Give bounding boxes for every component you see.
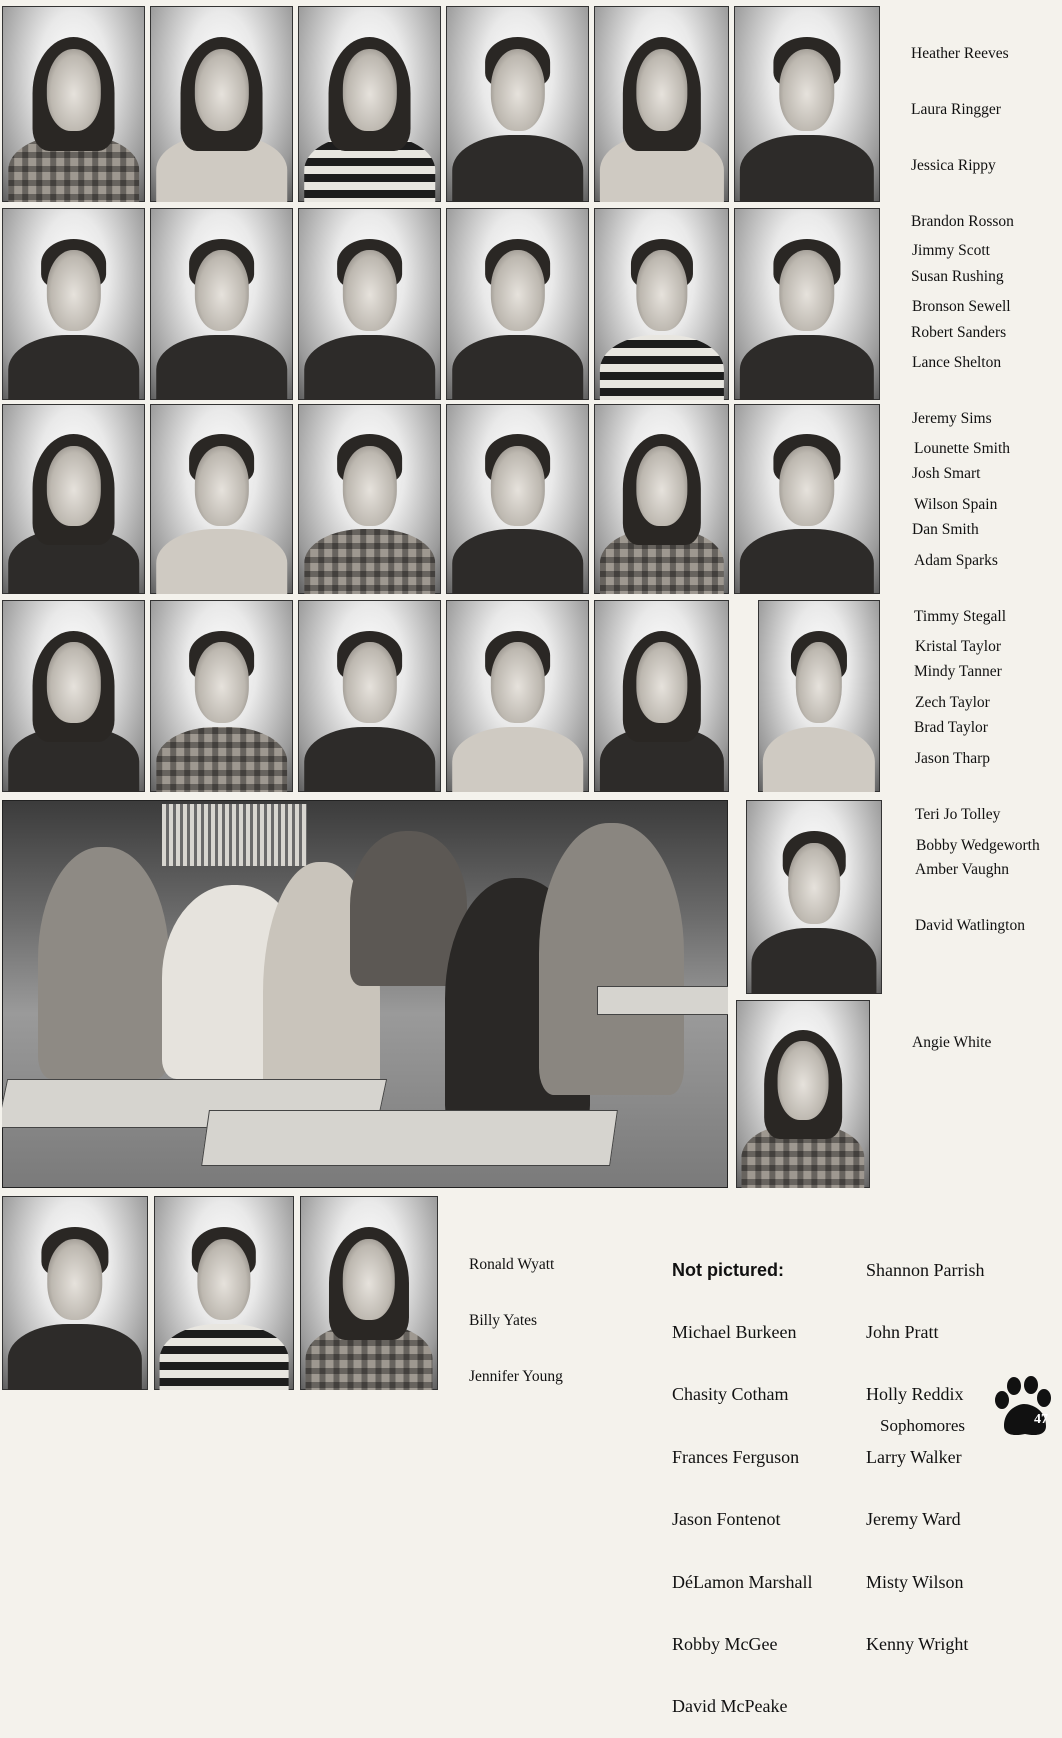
portrait-photo [2, 1196, 148, 1390]
bobby-name [916, 800, 1040, 874]
student-name: Jessica Rippy [911, 156, 996, 174]
row-4-names [915, 601, 1025, 954]
student-name: Jennifer Young [469, 1367, 563, 1385]
student-name: Kenny Wright [866, 1633, 969, 1654]
page-number: 47 [1034, 1412, 1048, 1427]
student-name: Shannon Parrish [866, 1259, 985, 1280]
portrait-photo [594, 208, 729, 400]
portrait-photo [2, 600, 145, 792]
student-name: Jason Tharp [915, 749, 991, 767]
student-name: Dan Smith [912, 521, 979, 539]
portrait-photo [746, 800, 882, 994]
student-name: Robert Sanders [911, 324, 1007, 342]
student-name: Teri Jo Tolley [915, 805, 1001, 823]
student-name: John Pratt [866, 1321, 939, 1342]
student-name: Kristal Taylor [915, 638, 1002, 656]
portrait-photo [734, 208, 880, 400]
student-name: Frances Ferguson [672, 1446, 800, 1467]
portrait-photo [154, 1196, 294, 1390]
student-name: Laura Ringger [911, 100, 1001, 118]
portrait-photo [446, 6, 589, 202]
portrait-photo [446, 600, 589, 792]
portrait-photo [150, 208, 293, 400]
portrait-photo [298, 600, 441, 792]
portrait-photo [734, 6, 880, 202]
portrait-photo [298, 6, 441, 202]
portrait-photo [300, 1196, 438, 1390]
student-name: Brad Taylor [914, 719, 988, 737]
portrait-photo [446, 404, 589, 594]
student-name: DéLamon Marshall [672, 1571, 813, 1592]
student-name: Misty Wilson [866, 1571, 964, 1592]
student-name: Larry Walker [866, 1446, 962, 1467]
student-name: Bronson Sewell [912, 297, 1011, 315]
portrait-photo [2, 208, 145, 400]
section-label: Sophomores [880, 1416, 965, 1435]
student-name: David McPeake [672, 1696, 788, 1717]
portrait-photo [734, 404, 880, 594]
portrait-photo [446, 208, 589, 400]
student-name: Jeremy Sims [912, 409, 992, 427]
student-name: Jimmy Scott [912, 242, 990, 260]
student-name: David Watlington [915, 917, 1025, 935]
student-name: Robby McGee [672, 1633, 778, 1654]
student-name: Wilson Spain [914, 495, 998, 513]
portrait-photo [150, 6, 293, 202]
student-name: Susan Rushing [911, 268, 1004, 286]
student-name: Chasity Cotham [672, 1384, 789, 1405]
student-name: Josh Smart [912, 465, 981, 483]
student-name: Bobby Wedgeworth [916, 837, 1040, 855]
student-name: Billy Yates [469, 1311, 538, 1329]
not-pictured-title: Not pictured: [672, 1259, 784, 1280]
portrait-photo [594, 600, 729, 792]
portrait-photo [2, 6, 145, 202]
student-name: Lounette Smith [914, 440, 1011, 458]
portrait-photo [150, 404, 293, 594]
not-pictured-col-1 [672, 1218, 812, 1738]
student-name: Jason Fontenot [672, 1509, 781, 1530]
paw-print-icon [990, 1376, 1056, 1438]
student-name: Holly Reddix [866, 1384, 964, 1405]
portrait-photo [2, 404, 145, 594]
portrait-photo [298, 208, 441, 400]
portrait-photo [298, 404, 441, 594]
student-name: Heather Reeves [911, 45, 1009, 63]
student-name: Zech Taylor [915, 693, 990, 711]
student-name: Amber Vaughn [915, 861, 1009, 879]
portrait-photo [594, 6, 729, 202]
student-name: Lance Shelton [912, 353, 1002, 371]
student-name: Adam Sparks [914, 551, 998, 569]
portrait-photo [736, 1000, 870, 1188]
student-name: Mindy Tanner [914, 663, 1002, 681]
bottom-row-names [469, 1219, 563, 1405]
student-name: Michael Burkeen [672, 1321, 797, 1342]
portrait-photo [594, 404, 729, 594]
portrait-photo [758, 600, 880, 792]
portrait-photo [150, 600, 293, 792]
student-name: Brandon Rosson [911, 212, 1014, 230]
student-name: Angie White [912, 1034, 992, 1052]
student-name: Jeremy Ward [866, 1509, 961, 1530]
classroom-candid-photo [2, 800, 728, 1188]
angie-name [912, 997, 991, 1071]
student-name: Timmy Stegall [914, 607, 1007, 625]
not-pictured-col-2 [866, 1218, 985, 1676]
student-name: Ronald Wyatt [469, 1256, 555, 1274]
